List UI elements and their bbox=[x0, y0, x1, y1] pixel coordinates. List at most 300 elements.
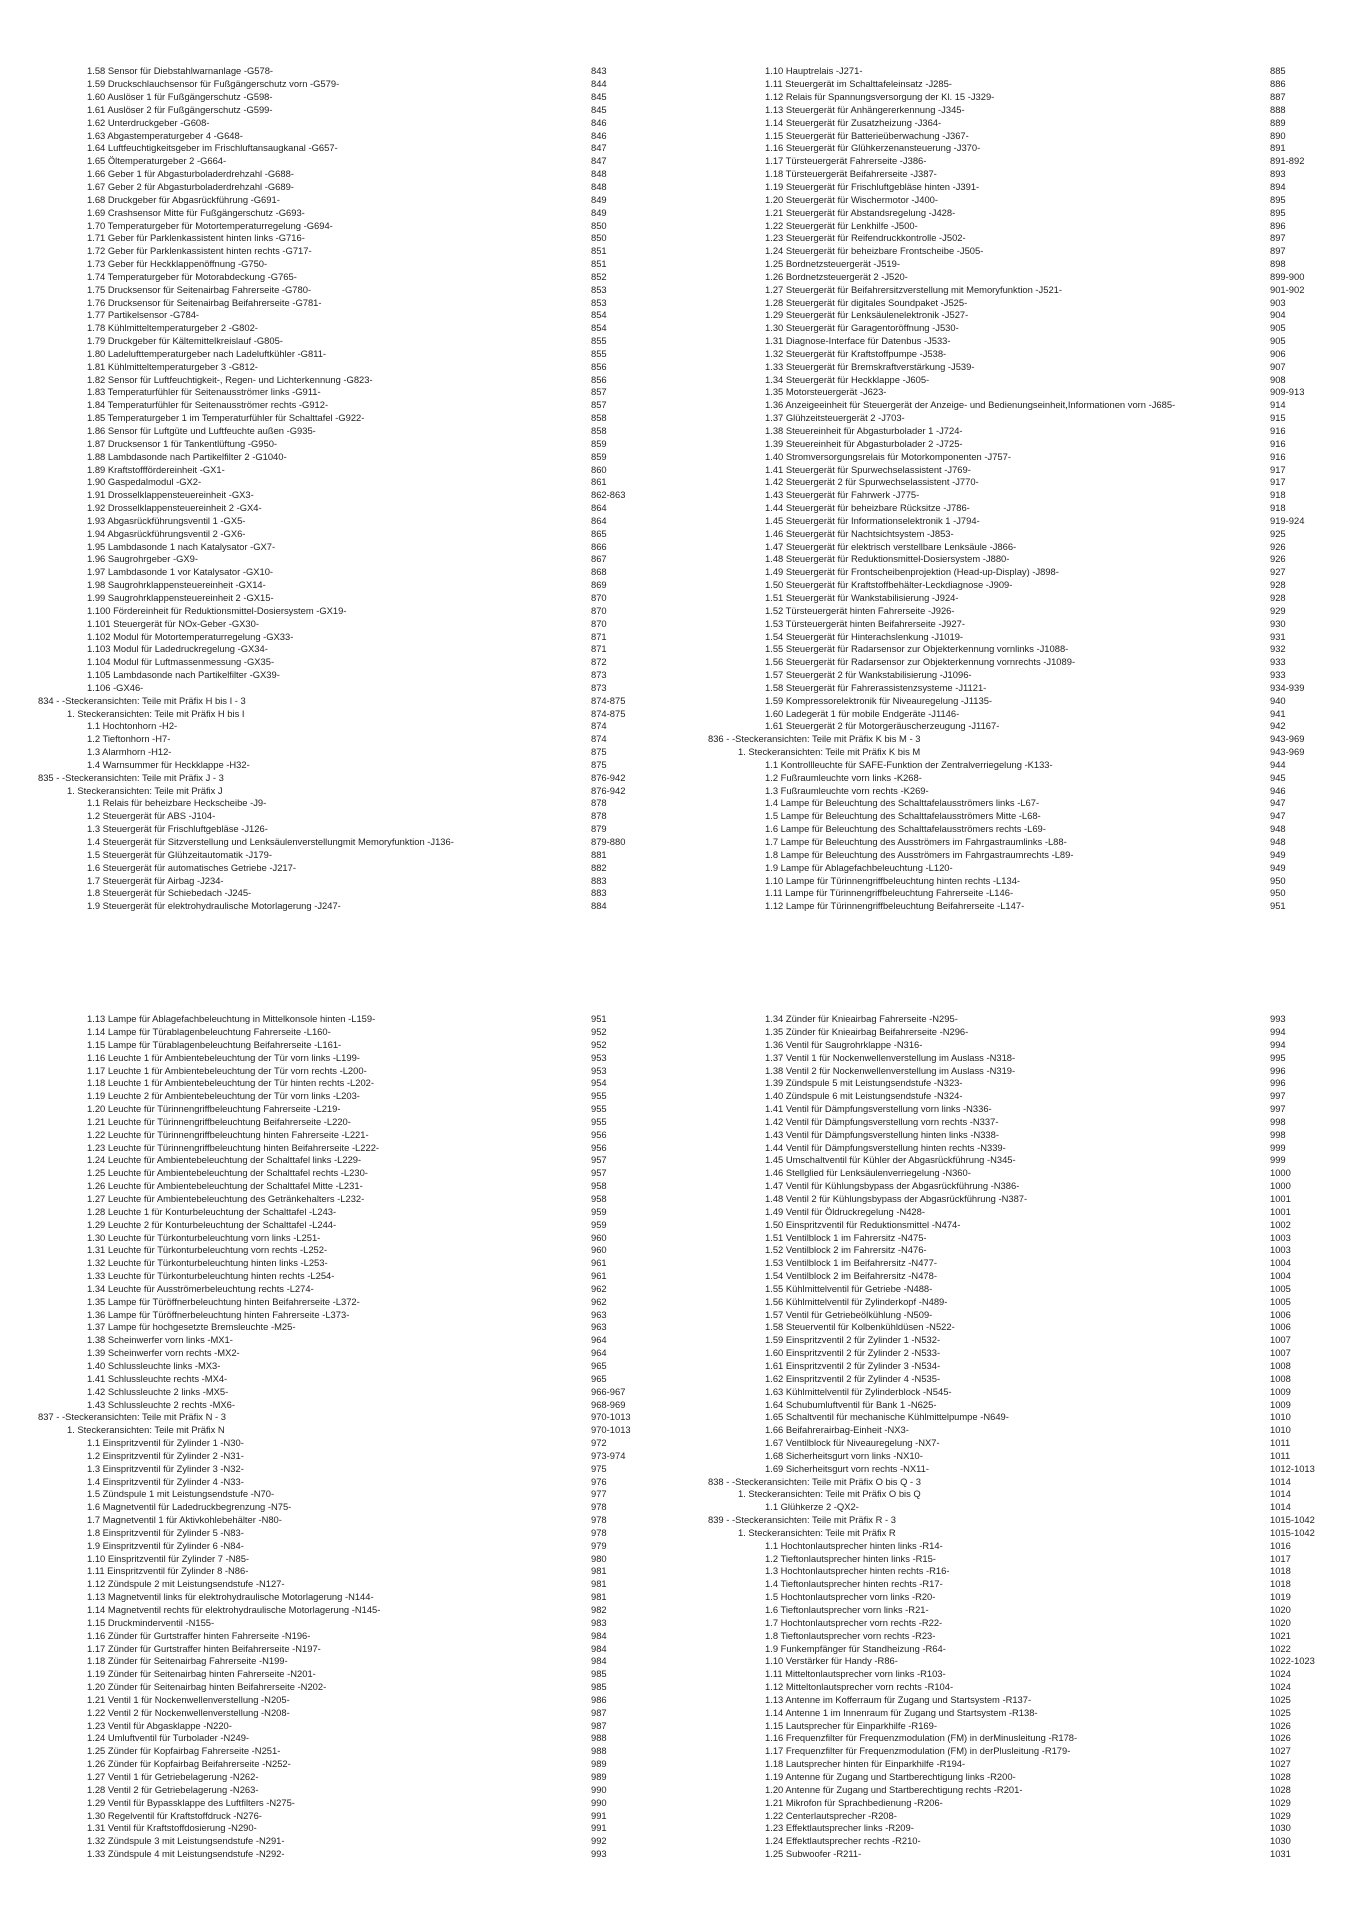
entry-text: 1.39 Steuereinheit für Abgasturbolader 2 -J725- bbox=[765, 437, 963, 449]
index-entry-row bbox=[38, 155, 658, 168]
entry-page-number: 1014 bbox=[1270, 1488, 1291, 1500]
entry-page-number: 908 bbox=[1270, 373, 1286, 385]
index-entry-row bbox=[38, 810, 658, 823]
index-entry-row bbox=[38, 1630, 658, 1643]
index-entry-row bbox=[708, 1142, 1357, 1155]
entry-page-number: 849 bbox=[591, 193, 607, 205]
entry-page-number: 886 bbox=[1270, 78, 1286, 90]
entry-text: 1.11 Lampe für Türinnengriffbeleuchtung Fahrerseite -L146- bbox=[765, 887, 1014, 899]
index-entry-row bbox=[708, 1604, 1357, 1617]
entry-text: 1.30 Leuchte für Türkonturbeleuchtung vorn links -L251- bbox=[87, 1231, 321, 1243]
entry-page-number: 951 bbox=[1270, 900, 1286, 912]
entry-text: 1.43 Schlussleuchte 2 rechts -MX6- bbox=[87, 1398, 235, 1410]
index-entry-row bbox=[708, 797, 1357, 810]
entry-text: 1.80 Ladelufttemperaturgeber nach Ladeluftkühler -G811- bbox=[87, 347, 327, 359]
entry-page-number: 1029 bbox=[1270, 1809, 1291, 1821]
entry-page-number: 1024 bbox=[1270, 1681, 1291, 1693]
entry-page-number: 929 bbox=[1270, 604, 1286, 616]
entry-page-number: 871 bbox=[591, 630, 607, 642]
entry-page-number: 949 bbox=[1270, 861, 1286, 873]
entry-page-number: 928 bbox=[1270, 591, 1286, 603]
entry-text: 1.69 Crashsensor Mitte für Fußgängerschutz -G693- bbox=[87, 206, 305, 218]
entry-page-number: 873 bbox=[591, 669, 607, 681]
entry-page-number: 1010 bbox=[1270, 1424, 1291, 1436]
entry-text: 1.36 Lampe für Türöffnerbeleuchtung hinten Fahrerseite -L373- bbox=[87, 1308, 350, 1320]
index-entry-row bbox=[708, 1090, 1357, 1103]
entry-page-number: 852 bbox=[591, 270, 607, 282]
entry-text: 1.54 Steuergerät für Hinterachslenkung -J1019- bbox=[765, 630, 964, 642]
index-entry-row bbox=[708, 1630, 1357, 1643]
entry-page-number: 933 bbox=[1270, 669, 1286, 681]
entry-text: 1.19 Leuchte 2 für Ambientebeleuchtung der Tür vorn links -L203- bbox=[87, 1090, 360, 1102]
index-entry-row bbox=[38, 862, 658, 875]
entry-text: 1.103 Modul für Ladedruckregelung -GX34- bbox=[87, 643, 268, 655]
entry-text: 1.58 Steuergerät für Fahrerassistenzsysteme -J1121- bbox=[765, 681, 987, 693]
entry-page-number: 963 bbox=[591, 1308, 607, 1320]
entry-text: 1.5 Steuergerät für Glühzeitautomatik -J179- bbox=[87, 848, 272, 860]
entry-text: 1.11 Steuergerät im Schalttafeleinsatz -J285- bbox=[765, 78, 952, 90]
index-entry-row bbox=[708, 1745, 1357, 1758]
entry-page-number: 926 bbox=[1270, 540, 1286, 552]
entry-page-number: 1014 bbox=[1270, 1501, 1291, 1513]
entry-text: 1.84 Temperaturfühler für Seitenausströmer rechts -G912- bbox=[87, 399, 329, 411]
entry-page-number: 975 bbox=[591, 1462, 607, 1474]
entry-text: 1.13 Antenne im Kofferraum für Zugang und Startsystem -R137- bbox=[765, 1693, 1032, 1705]
entry-text: 1.2 Tieftonhorn -H7- bbox=[87, 733, 171, 745]
entry-page-number: 1028 bbox=[1270, 1770, 1291, 1782]
entry-text: 1.27 Ventil 1 für Getriebelagerung -N262- bbox=[87, 1770, 259, 1782]
entry-text: 1.105 Lambdasonde nach Partikelfilter -GX39- bbox=[87, 669, 280, 681]
entry-page-number: 960 bbox=[591, 1244, 607, 1256]
entry-text: 1.47 Ventil für Kühlungsbypass der Abgasrückführung -N386- bbox=[765, 1180, 1020, 1192]
entry-page-number: 857 bbox=[591, 399, 607, 411]
index-entry-row bbox=[38, 1347, 658, 1360]
entry-page-number: 875 bbox=[591, 746, 607, 758]
entry-text: 1.37 Ventil 1 für Nockenwellenverstellung im Auslass -N318- bbox=[765, 1051, 1016, 1063]
entry-page-number: 955 bbox=[591, 1090, 607, 1102]
entry-text: 1.17 Türsteuergerät Fahrerseite -J386- bbox=[765, 155, 927, 167]
index-entry-row bbox=[38, 541, 658, 554]
index-entry-row bbox=[38, 1578, 658, 1591]
entry-text: 1.21 Mikrofon für Sprachbedienung -R206- bbox=[765, 1796, 943, 1808]
index-entry-row bbox=[38, 1797, 658, 1810]
entry-text: 1.81 Kühlmitteltemperaturgeber 3 -G812- bbox=[87, 360, 258, 372]
entry-text: 1.72 Geber für Parklenkassistent hinten rechts -G717- bbox=[87, 245, 312, 257]
entry-page-number: 1005 bbox=[1270, 1295, 1291, 1307]
entry-text: 1.8 Steuergerät für Schiebedach -J245- bbox=[87, 887, 252, 899]
entry-text: 1.1 Glühkerze 2 -QX2- bbox=[765, 1501, 859, 1513]
entry-text: 1.38 Scheinwerfer vorn links -MX1- bbox=[87, 1334, 233, 1346]
index-entry-row bbox=[708, 1296, 1357, 1309]
entry-text: 1.6 Magnetventil für Ladedruckbegrenzung -N75- bbox=[87, 1501, 292, 1513]
entry-page-number: 1020 bbox=[1270, 1616, 1291, 1628]
index-entry-row bbox=[38, 746, 658, 759]
entry-text: 1.69 Sicherheitsgurt vorn rechts -NX11- bbox=[765, 1462, 929, 1474]
entry-page-number: 948 bbox=[1270, 836, 1286, 848]
index-entry-row bbox=[38, 1810, 658, 1823]
entry-page-number: 851 bbox=[591, 245, 607, 257]
entry-text: 1.104 Modul für Luftmassenmessung -GX35- bbox=[87, 656, 275, 668]
entry-text: 1.91 Drosselklappensteuereinheit -GX3- bbox=[87, 489, 254, 501]
index-entry-row bbox=[708, 669, 1357, 682]
entry-text: 1.10 Verstärker für Handy -R86- bbox=[765, 1655, 898, 1667]
entry-page-number: 997 bbox=[1270, 1090, 1286, 1102]
entry-page-number: 850 bbox=[591, 219, 607, 231]
entry-text: 1.38 Steuereinheit für Abgasturbolader 1 -J724- bbox=[765, 425, 963, 437]
index-entry-row bbox=[708, 425, 1357, 438]
entry-page-number: 989 bbox=[591, 1770, 607, 1782]
entry-text: 1.28 Steuergerät für digitales Soundpaket -J525- bbox=[765, 296, 968, 308]
index-entry-row bbox=[38, 476, 658, 489]
entry-page-number: 1014 bbox=[1270, 1475, 1291, 1487]
entry-text: 1.47 Steuergerät für elektrisch verstellbare Lenksäule -J866- bbox=[765, 540, 1017, 552]
index-entry-row bbox=[38, 220, 658, 233]
entry-page-number: 999 bbox=[1270, 1141, 1286, 1153]
entry-page-number: 944 bbox=[1270, 758, 1286, 770]
entry-text: 1.17 Leuchte 1 für Ambientebeleuchtung der Tür vorn rechts -L200- bbox=[87, 1064, 367, 1076]
entry-page-number: 945 bbox=[1270, 771, 1286, 783]
entry-page-number: 884 bbox=[591, 900, 607, 912]
index-entry-row bbox=[38, 656, 658, 669]
entry-page-number: 1003 bbox=[1270, 1231, 1291, 1243]
index-entry-row bbox=[38, 759, 658, 772]
entry-page-number: 1025 bbox=[1270, 1706, 1291, 1718]
entry-page-number: 1011 bbox=[1270, 1437, 1291, 1449]
index-entry-row bbox=[708, 207, 1357, 220]
entry-text: 1.44 Steuergerät für beheizbare Rücksitze -J786- bbox=[765, 502, 970, 514]
entry-text: 1.9 Einspritzventil für Zylinder 6 -N84- bbox=[87, 1539, 244, 1551]
index-entry-row bbox=[708, 1578, 1357, 1591]
entry-page-number: 1004 bbox=[1270, 1257, 1291, 1269]
index-entry-row bbox=[708, 1026, 1357, 1039]
entry-page-number: 965 bbox=[591, 1372, 607, 1384]
entry-page-number: 962 bbox=[591, 1295, 607, 1307]
entry-page-number: 869 bbox=[591, 579, 607, 591]
entry-text: 839 - -Steckeransichten: Teile mit Präfix R - 3 bbox=[708, 1514, 896, 1526]
entry-page-number: 883 bbox=[591, 874, 607, 886]
entry-page-number: 874 bbox=[591, 720, 607, 732]
entry-text: 1.38 Ventil 2 für Nockenwellenverstellung im Auslass -N319- bbox=[765, 1064, 1016, 1076]
entry-text: 1.9 Funkempfänger für Standheizung -R64- bbox=[765, 1642, 946, 1654]
entry-text: 1.65 Schaltventil für mechanische Kühlmittelpumpe -N649- bbox=[765, 1411, 1009, 1423]
entry-page-number: 1010 bbox=[1270, 1411, 1291, 1423]
entry-text: 1.43 Steuergerät für Fahrwerk -J775- bbox=[765, 489, 920, 501]
entry-page-number: 1000 bbox=[1270, 1180, 1291, 1192]
entry-text: 1.18 Zünder für Seitenairbag Fahrerseite -N199- bbox=[87, 1655, 288, 1667]
index-entry-row bbox=[708, 361, 1357, 374]
index-entry-row bbox=[708, 1643, 1357, 1656]
entry-text: 1.48 Ventil 2 für Kühlungsbypass der Abgasrückführung -N387- bbox=[765, 1193, 1028, 1204]
entry-text: 1.19 Antenne für Zugang und Startberechtigung links -R200- bbox=[765, 1770, 1016, 1782]
entry-page-number: 874-875 bbox=[591, 707, 626, 719]
entry-text: 1.94 Abgasrückführungsventil 2 -GX6- bbox=[87, 527, 246, 539]
index-entry-row bbox=[38, 1822, 658, 1835]
entry-page-number: 978 bbox=[591, 1514, 607, 1526]
index-entry-row bbox=[38, 1193, 658, 1206]
entry-page-number: 879-880 bbox=[591, 836, 626, 848]
index-entry-row bbox=[708, 1848, 1357, 1861]
entry-text: 1.33 Leuchte für Türkonturbeleuchtung hinten rechts -L254- bbox=[87, 1270, 335, 1282]
entry-page-number: 998 bbox=[1270, 1115, 1286, 1127]
entry-page-number: 878 bbox=[591, 810, 607, 822]
entry-text: 1.22 Leuchte für Türinnengriffbeleuchtung hinten Fahrerseite -L221- bbox=[87, 1128, 369, 1140]
entry-text: 1.41 Ventil für Dämpfungsverstellung vorn links -N336- bbox=[765, 1103, 992, 1115]
entry-page-number: 895 bbox=[1270, 206, 1286, 218]
entry-text: 1.30 Regelventil für Kraftstoffdruck -N276- bbox=[87, 1809, 262, 1821]
index-entry-row bbox=[38, 605, 658, 618]
index-entry-row bbox=[708, 1167, 1357, 1180]
entry-text: 1.39 Scheinwerfer vorn rechts -MX2- bbox=[87, 1347, 240, 1359]
entry-text: 1. Steckeransichten: Teile mit Präfix K bis M bbox=[738, 746, 921, 758]
entry-text: 1.28 Leuchte 1 für Konturbeleuchtung der Schalttafel -L243- bbox=[87, 1205, 337, 1217]
entry-page-number: 962 bbox=[591, 1282, 607, 1294]
entry-page-number: 916 bbox=[1270, 425, 1286, 437]
entry-page-number: 948 bbox=[1270, 823, 1286, 835]
entry-text: 1.20 Steuergerät für Wischermotor -J400- bbox=[765, 193, 938, 205]
index-entry-row bbox=[708, 643, 1357, 656]
entry-text: 1.101 Steuergerät für NOx-Geber -GX30- bbox=[87, 617, 259, 629]
entry-page-number: 954 bbox=[591, 1077, 607, 1089]
section-header-row bbox=[708, 1476, 1357, 1489]
entry-text: 1.48 Steuergerät für Reduktionsmittel-Dosiersystem -J880- bbox=[765, 553, 1010, 565]
index-entry-row bbox=[708, 875, 1357, 888]
subsection-header-row bbox=[38, 708, 658, 721]
entry-page-number: 934-939 bbox=[1270, 681, 1305, 693]
entry-page-number: 959 bbox=[591, 1218, 607, 1230]
entry-page-number: 952 bbox=[591, 1026, 607, 1038]
entry-text: 1.14 Magnetventil rechts für elektrohydraulische Motorlagerung -N145- bbox=[87, 1604, 381, 1615]
index-entry-row bbox=[38, 91, 658, 104]
index-entry-row bbox=[708, 579, 1357, 592]
entry-page-number: 859 bbox=[591, 450, 607, 462]
index-entry-row bbox=[38, 1437, 658, 1450]
entry-page-number: 858 bbox=[591, 412, 607, 424]
entry-text: 1.36 Anzeigeeinheit für Steuergerät der Anzeige- und Bedienungseinheit,Informationen vorn -J685- bbox=[765, 399, 1176, 411]
entry-page-number: 964 bbox=[591, 1347, 607, 1359]
entry-text: 1.4 Steuergerät für Sitzverstellung und Lenksäulenverstellungmit Memoryfunktion -J136- bbox=[87, 836, 454, 848]
index-entry-row bbox=[38, 823, 658, 836]
index-entry-row bbox=[38, 1013, 658, 1026]
index-entry-row bbox=[708, 271, 1357, 284]
index-entry-row bbox=[38, 232, 658, 245]
entry-text: 1.64 Schubumluftventil für Bank 1 -N625- bbox=[765, 1398, 937, 1410]
entry-page-number: 943-969 bbox=[1270, 746, 1305, 758]
index-entry-row bbox=[708, 245, 1357, 258]
index-entry-row bbox=[38, 130, 658, 143]
entry-page-number: 980 bbox=[591, 1552, 607, 1564]
index-entry-row bbox=[38, 1732, 658, 1745]
entry-text: 1.60 Einspritzventil 2 für Zylinder 2 -N533- bbox=[765, 1347, 941, 1359]
entry-page-number: 917 bbox=[1270, 476, 1286, 488]
entry-page-number: 955 bbox=[591, 1115, 607, 1127]
index-entry-row bbox=[38, 348, 658, 361]
index-entry-row bbox=[708, 142, 1357, 155]
entry-text: 1.62 Einspritzventil 2 für Zylinder 4 -N535- bbox=[765, 1372, 941, 1384]
index-entry-row bbox=[708, 489, 1357, 502]
index-entry-row bbox=[38, 335, 658, 348]
index-entry-row bbox=[708, 1193, 1357, 1206]
entry-page-number: 996 bbox=[1270, 1064, 1286, 1076]
index-entry-row bbox=[708, 130, 1357, 143]
entry-text: 1.45 Steuergerät für Informationselektronik 1 -J794- bbox=[765, 514, 980, 526]
section-header-row bbox=[38, 1411, 658, 1424]
index-entry-row bbox=[708, 220, 1357, 233]
entry-text: 1.15 Lautsprecher für Einparkhilfe -R169- bbox=[765, 1719, 937, 1731]
entry-text: 1.66 Geber 1 für Abgasturboladerdrehzahl -G688- bbox=[87, 168, 294, 180]
entry-page-number: 1008 bbox=[1270, 1372, 1291, 1384]
index-entry-row bbox=[708, 1720, 1357, 1733]
entry-page-number: 915 bbox=[1270, 412, 1286, 424]
index-entry-row bbox=[38, 464, 658, 477]
entry-text: 1.56 Kühlmittelventil für Zylinderkopf -N489- bbox=[765, 1295, 948, 1307]
index-entry-row bbox=[38, 553, 658, 566]
index-entry-row bbox=[708, 335, 1357, 348]
entry-page-number: 993 bbox=[591, 1848, 607, 1860]
entry-text: 1. Steckeransichten: Teile mit Präfix J bbox=[67, 784, 223, 796]
index-entry-row bbox=[38, 425, 658, 438]
index-entry-row bbox=[708, 1052, 1357, 1065]
index-entry-row bbox=[708, 155, 1357, 168]
entry-text: 1.24 Leuchte für Ambientebeleuchtung der Schalttafel links -L229- bbox=[87, 1154, 362, 1166]
index-entry-row bbox=[708, 1411, 1357, 1424]
index-entry-row bbox=[38, 1334, 658, 1347]
entry-text: 1.106 -GX46- bbox=[87, 681, 144, 693]
index-entry-row bbox=[38, 797, 658, 810]
entry-text: 1.15 Lampe für Türablagenbeleuchtung Beifahrerseite -L161- bbox=[87, 1038, 342, 1050]
entry-text: 1.10 Hauptrelais -J271- bbox=[765, 65, 863, 77]
entry-text: 834 - -Steckeransichten: Teile mit Präfix H bis I - 3 bbox=[38, 694, 246, 706]
entry-text: 1.14 Steuergerät für Zusatzheizung -J364- bbox=[765, 116, 942, 128]
entry-text: 1.18 Leuchte 1 für Ambientebeleuchtung der Tür hinten rechts -L202- bbox=[87, 1077, 374, 1089]
index-entry-row bbox=[38, 1309, 658, 1322]
entry-page-number: 988 bbox=[591, 1732, 607, 1744]
entry-text: 1.15 Steuergerät für Batterieüberwachung -J367- bbox=[765, 129, 969, 141]
entry-text: 836 - -Steckeransichten: Teile mit Präfix K bis M - 3 bbox=[708, 733, 921, 745]
entry-page-number: 890 bbox=[1270, 129, 1286, 141]
index-entry-row bbox=[708, 1797, 1357, 1810]
entry-text: 1.4 Lampe für Beleuchtung des Schalttafelausströmers links -L67- bbox=[765, 797, 1040, 809]
entry-page-number: 891 bbox=[1270, 142, 1286, 154]
entry-text: 1.12 Lampe für Türinnengriffbeleuchtung Beifahrerseite -L147- bbox=[765, 900, 1025, 912]
entry-page-number: 1002 bbox=[1270, 1218, 1291, 1230]
entry-text: 1.45 Umschaltventil für Kühler der Abgasrückführung -N345- bbox=[765, 1154, 1016, 1166]
entry-page-number: 901-902 bbox=[1270, 283, 1305, 295]
entry-page-number: 1004 bbox=[1270, 1270, 1291, 1282]
index-entry-row bbox=[708, 541, 1357, 554]
index-entry-row bbox=[38, 309, 658, 322]
entry-text: 1.34 Zünder für Knieairbag Fahrerseite -N295- bbox=[765, 1013, 958, 1025]
index-entry-row bbox=[708, 1206, 1357, 1219]
entry-text: 1.16 Frequenzfilter für Frequenzmodulation (FM) in derMinusleitung -R178- bbox=[765, 1732, 1078, 1744]
entry-text: 1. Steckeransichten: Teile mit Präfix N bbox=[67, 1424, 225, 1436]
entry-page-number: 844 bbox=[591, 78, 607, 90]
index-entry-row bbox=[38, 142, 658, 155]
entry-page-number: 882 bbox=[591, 861, 607, 873]
entry-page-number: 976 bbox=[591, 1475, 607, 1487]
entry-page-number: 854 bbox=[591, 322, 607, 334]
index-entry-row bbox=[38, 438, 658, 451]
index-entry-row bbox=[38, 1835, 658, 1848]
entry-text: 1.60 Ladegerät 1 für mobile Endgeräte -J1146- bbox=[765, 707, 960, 719]
entry-text: 1.59 Druckschlauchsensor für Fußgängerschutz vorn -G579- bbox=[87, 78, 340, 90]
entry-page-number: 958 bbox=[591, 1180, 607, 1192]
entry-page-number: 847 bbox=[591, 142, 607, 154]
entry-page-number: 978 bbox=[591, 1526, 607, 1538]
index-entry-row bbox=[708, 1463, 1357, 1476]
entry-page-number: 1030 bbox=[1270, 1835, 1291, 1847]
index-entry-row bbox=[38, 489, 658, 502]
entry-text: 1.67 Geber 2 für Abgasturboladerdrehzahl -G689- bbox=[87, 180, 294, 192]
entry-page-number: 982 bbox=[591, 1604, 607, 1615]
entry-page-number: 984 bbox=[591, 1655, 607, 1667]
entry-page-number: 956 bbox=[591, 1128, 607, 1140]
index-entry-row bbox=[708, 1321, 1357, 1334]
entry-text: 1.71 Geber für Parklenkassistent hinten links -G716- bbox=[87, 232, 305, 244]
index-entry-row bbox=[38, 1373, 658, 1386]
index-entry-row bbox=[38, 207, 658, 220]
index-entry-row bbox=[38, 887, 658, 900]
index-entry-row bbox=[38, 1077, 658, 1090]
entry-text: 1.73 Geber für Heckklappenöffnung -G750- bbox=[87, 258, 268, 270]
entry-page-number: 973-974 bbox=[591, 1449, 626, 1461]
entry-page-number: 1007 bbox=[1270, 1334, 1291, 1346]
index-entry-row bbox=[708, 759, 1357, 772]
index-column-top-right bbox=[708, 65, 1357, 913]
entry-text: 1.30 Steuergerät für Garagentoröffnung -J530- bbox=[765, 322, 959, 334]
entry-text: 1.97 Lambdasonde 1 vor Katalysator -GX10- bbox=[87, 566, 274, 578]
index-entry-row bbox=[38, 631, 658, 644]
index-entry-row bbox=[38, 566, 658, 579]
index-entry-row bbox=[38, 1476, 658, 1489]
entry-text: 1. Steckeransichten: Teile mit Präfix O bis Q bbox=[738, 1488, 921, 1500]
entry-page-number: 858 bbox=[591, 425, 607, 437]
index-entry-row bbox=[38, 104, 658, 117]
index-column-bottom-left bbox=[38, 1013, 658, 1861]
index-entry-row bbox=[708, 1591, 1357, 1604]
index-entry-row bbox=[708, 1835, 1357, 1848]
entry-page-number: 979 bbox=[591, 1539, 607, 1551]
entry-text: 1.6 Lampe für Beleuchtung des Schalttafelausströmers rechts -L69- bbox=[765, 823, 1046, 835]
index-entry-row bbox=[38, 1527, 658, 1540]
entry-page-number: 991 bbox=[591, 1822, 607, 1834]
index-entry-row bbox=[708, 528, 1357, 541]
entry-text: 1.33 Steuergerät für Bremskraftverstärkung -J539- bbox=[765, 360, 975, 372]
index-entry-row bbox=[38, 1154, 658, 1167]
index-entry-row bbox=[708, 836, 1357, 849]
index-entry-row bbox=[708, 1013, 1357, 1026]
index-entry-row bbox=[38, 271, 658, 284]
entry-text: 1.26 Zünder für Kopfairbag Beifahrerseite -N252- bbox=[87, 1758, 291, 1770]
entry-page-number: 990 bbox=[591, 1783, 607, 1795]
entry-text: 1.24 Umluftventil für Turbolader -N249- bbox=[87, 1732, 250, 1744]
entry-text: 1.12 Relais für Spannungsversorgung der Kl. 15 -J329- bbox=[765, 91, 995, 103]
entry-text: 1.50 Steuergerät für Kraftstoffbehälter-Leckdiagnose -J909- bbox=[765, 579, 1013, 591]
entry-page-number: 1015-1042 bbox=[1270, 1526, 1315, 1538]
index-entry-row bbox=[38, 1360, 658, 1373]
entry-page-number: 871 bbox=[591, 643, 607, 655]
entry-text: 1.79 Druckgeber für Kältemittelkreislauf -G805- bbox=[87, 335, 283, 347]
entry-page-number: 847 bbox=[591, 155, 607, 167]
entry-page-number: 970-1013 bbox=[591, 1424, 631, 1436]
entry-page-number: 914 bbox=[1270, 399, 1286, 411]
entry-text: 1.70 Temperaturgeber für Motortemperaturregelung -G694- bbox=[87, 219, 333, 231]
entry-page-number: 866 bbox=[591, 540, 607, 552]
entry-text: 1.82 Sensor für Luftfeuchtigkeit-, Regen- und Lichterkennung -G823- bbox=[87, 373, 373, 385]
index-entry-row bbox=[38, 399, 658, 412]
entry-page-number: 987 bbox=[591, 1719, 607, 1731]
index-entry-row bbox=[708, 900, 1357, 913]
entry-text: 1.93 Abgasrückführungsventil 1 -GX5- bbox=[87, 514, 246, 526]
